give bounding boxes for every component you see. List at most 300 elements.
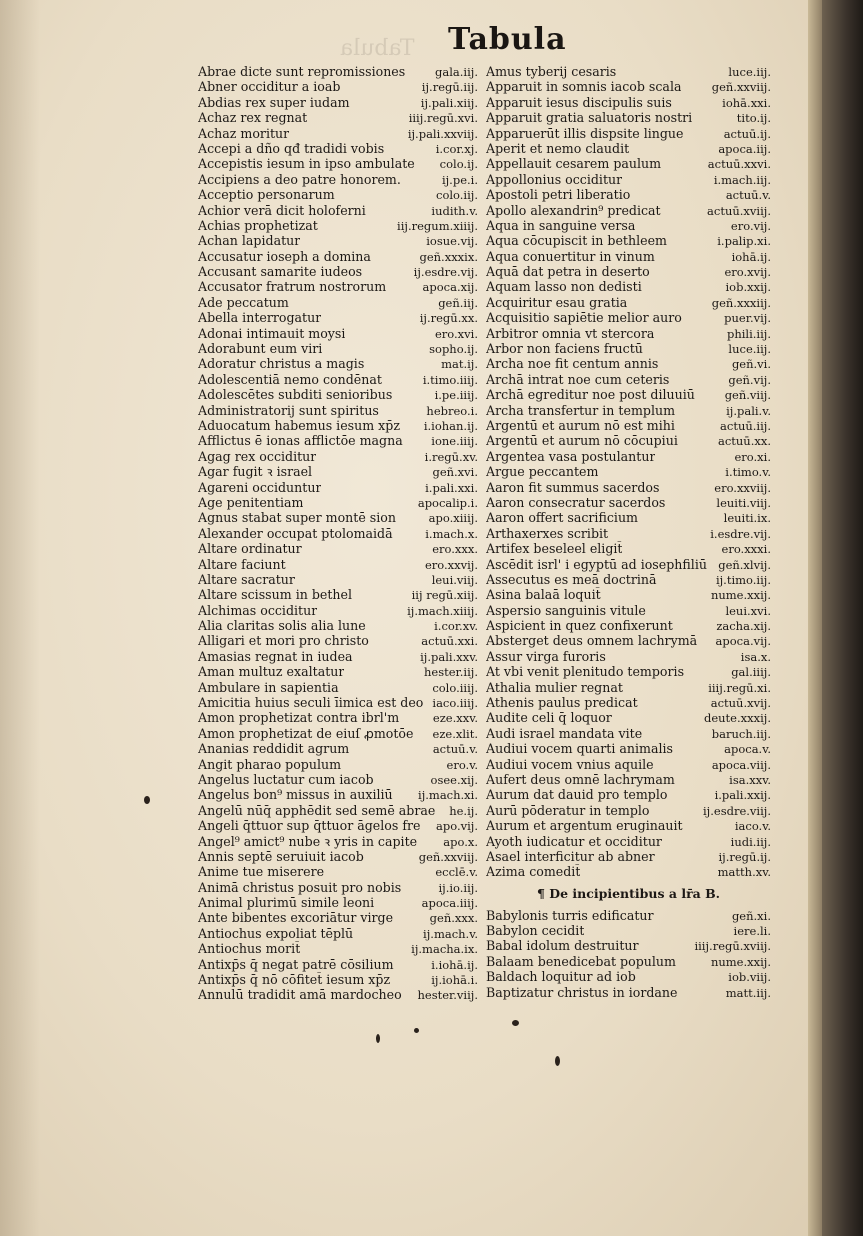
entry-text: Apparuit gratia saluatoris nostri [486,110,693,126]
index-entry [486,603,771,618]
index-entry [486,172,771,187]
entry-text: Aaron offert sacrificium [486,510,638,526]
entry-text: Achaz rex regnat [198,110,308,126]
entry-reference: ij.mach.xiiij. [407,603,478,618]
index-entry [198,172,478,187]
entry-reference: apoca.v. [724,742,771,757]
entry-text: Accepistis iesum in ipso ambulate [198,156,415,172]
entry-text: Artifex beseleel eligit̄ [486,541,623,557]
index-entry [198,741,478,756]
index-entry [486,79,771,94]
index-entry [198,941,478,956]
index-entry [486,557,771,572]
entry-text: Adolescētes subditi senioribus [198,387,393,403]
index-entry [198,818,478,833]
index-entry [486,741,771,756]
entry-text: Audiui vocem quarti animalis [486,741,673,757]
index-entry [198,126,478,141]
entry-reference: sopho.ij. [429,342,478,357]
entry-reference: iohā.xxi. [722,95,771,110]
index-entry [198,279,478,294]
index-entry [486,710,771,725]
entry-reference: iudith.v. [431,203,478,218]
index-entry [198,464,478,479]
entry-text: Apparuerūt illis dispsite lingue [486,125,684,141]
entry-reference: apoca.iij. [718,141,771,156]
entry-text: At vbi venit plenitudo temporis [486,664,685,680]
entry-text: Amon prophetizat contra ibrl'm [198,710,400,726]
entry-text: Animal plurimū simile leoni [198,895,375,911]
entry-text: Appellauit cesarem paulum [486,156,662,172]
entry-text: Aquam lasso non dedisti [486,279,642,295]
entry-reference: i.iohan.ij. [423,418,478,433]
entry-reference: i.iohā.ij. [431,957,478,972]
entry-text: Altare scissum in bethel [198,587,353,603]
entry-reference: iere.li. [733,924,771,939]
entry-reference: ij.pali.v. [726,403,771,418]
index-entry [198,203,478,218]
entry-reference: i.pali.xxi. [425,480,478,495]
entry-reference: ero.xxxi. [721,542,771,557]
index-entry [198,495,478,510]
index-entry [486,541,771,556]
entry-text: Aurum dat dauid pro templo [486,787,668,803]
index-entry [198,403,478,418]
entry-reference: colo.iiij. [432,680,478,695]
entry-text: Afflictus ē ionas afflictōe magna [198,433,403,449]
entry-reference: hester.iij. [423,665,478,680]
index-entry [198,572,478,587]
index-entry [198,633,478,648]
entry-reference: i.esdre.vij. [710,526,771,541]
index-entry [198,449,478,464]
index-entry [486,969,771,984]
entry-reference: ero.xxviij. [714,480,771,495]
index-entry [198,680,478,695]
index-entry [198,803,478,818]
index-entry [486,938,771,953]
index-entry [198,187,478,202]
entry-text: Alexander occupat ptolomaidā [198,525,393,541]
entry-reference: baruch.iij. [711,726,771,741]
entry-reference: ione.iiij. [431,434,478,449]
entry-text: Accusant samarite iudeos [198,264,363,280]
entry-text: Ascēdit isrl' i egyptū ad iosephfiliū [486,556,707,572]
entry-text: Aqua in sanguine versa [486,217,636,233]
entry-text: Adonai intimauit moysi [198,325,346,341]
index-entry [486,803,771,818]
entry-text: Argentea vasa postulantur [486,448,656,464]
entry-text: Angel⁹ amict⁹ nube ꝛ yris in capite [198,833,418,849]
entry-text: Aquā dat petra in deserto [486,264,650,280]
entry-reference: ij.pali.xxv. [420,649,478,664]
index-entry [486,449,771,464]
index-entry [486,249,771,264]
entry-text: Abdias rex super iudam [198,94,350,110]
index-entry [486,203,771,218]
index-entry [198,987,478,1002]
entry-reference: tito.ij. [736,111,771,126]
entry-reference: hester.viij. [417,988,478,1003]
entry-text: Ante bibentes excoriātur virge [198,910,394,926]
entry-reference: actuū.xxvi. [707,157,771,172]
index-entry [486,356,771,371]
entry-text: Aaron fit summus sacerdos [486,479,660,495]
entry-text: Angelū nūq̄ apphēdit sed semē abrae [198,802,436,818]
entry-text: Apparuit in somnis iacob scala [486,79,682,95]
entry-reference: apoca.xij. [422,280,478,295]
entry-text: Absterget deus omnem lachrymā [486,633,698,649]
index-entry [198,557,478,572]
entry-text: Accusatur ioseph a domina [198,248,371,264]
index-entry [198,710,478,725]
entry-reference: nume.xxij. [710,954,771,969]
entry-text: Apollo alexandrin⁹ predicat [486,202,661,218]
index-entry [486,572,771,587]
entry-text: Audi israel mandata vite [486,725,643,741]
left-index-column [198,64,478,1003]
index-entry [198,972,478,987]
right-index-column [486,64,771,1000]
entry-text: Baldach loquitur ad iob [486,969,636,985]
entry-reference: iaco.v. [734,819,771,834]
entry-reference: ij.io.iij. [438,880,478,895]
entry-text: Animā christus posuit pro nobis [198,879,402,895]
entry-reference: actuū.v. [432,742,478,757]
entry-text: Agareni occiduntur [198,479,322,495]
index-entry [198,541,478,556]
entry-reference: ij.pali.xxviij. [407,126,478,141]
entry-reference: apo.vij. [436,819,478,834]
entry-text: Archā egreditur noe post diluuiū [486,387,695,403]
entry-text: Aaron consecratur sacerdos [486,494,666,510]
entry-reference: geñ.viij. [724,388,771,403]
entry-reference: i.palip.xi. [717,234,771,249]
entry-text: Abella interrogatur [198,310,322,326]
index-entry [198,587,478,602]
ink-spot [376,1034,380,1043]
entry-text: Agnus stabat super montē sion [198,510,396,526]
index-entry [486,649,771,664]
ink-spot [555,1056,560,1066]
entry-text: Angelus luctatur cum iacob [198,771,374,787]
entry-reference: gala.iij. [435,65,478,79]
index-entry [486,218,771,233]
entry-reference: iob.viij. [728,970,771,985]
entry-text: Antiochus morit̄ [198,941,301,957]
entry-text: Aqua conuertitur in vinum [486,248,655,264]
index-entry [198,156,478,171]
entry-reference: geñ.xxviij. [711,80,771,95]
entry-reference: deute.xxxij. [703,711,771,726]
entry-text: Acquiritur esau gratia [486,294,628,310]
entry-reference: ij.timo.iij. [715,572,771,587]
entry-reference: luce.iij. [728,65,771,79]
entry-text: Aurū pōderatur in templo [486,802,650,818]
index-entry [198,695,478,710]
entry-text: Adolescentiā nemo condēnat [198,371,382,387]
index-entry [198,79,478,94]
index-entry [198,249,478,264]
index-entry [198,433,478,448]
index-entry [198,649,478,664]
entry-reference: eze.xxv. [432,711,478,726]
index-entry [198,526,478,541]
index-entry [486,923,771,938]
entry-text: Ayoth iudicatur et occiditur [486,833,662,849]
entry-reference: geñ.vij. [728,372,771,387]
entry-text: Arbor non faciens fructū [486,341,643,357]
index-entry [486,787,771,802]
index-entry [486,464,771,479]
entry-text: Angelus bon⁹ missus in auxiliū [198,787,393,803]
entry-reference: ero.xi. [734,449,771,464]
index-entry [486,864,771,879]
index-entry [486,64,771,79]
entry-text: Amasias regnat in iudea [198,648,353,664]
entry-reference: he.ij. [449,803,478,818]
entry-text: Accepi a dño qđ tradidi vobis [198,140,385,156]
entry-reference: ij.mach.xi. [418,788,478,803]
index-entry [486,587,771,602]
index-entry [198,618,478,633]
index-entry [486,618,771,633]
entry-text: Asael interficitur ab abner [486,848,655,864]
index-entry [486,310,771,325]
entry-reference: ij.regū.xx. [419,311,478,326]
entry-reference: ij.regū.iij. [421,80,478,95]
index-entry [198,834,478,849]
entry-reference: apoca.vij. [715,634,771,649]
entry-reference: eze.xlit. [432,726,478,741]
entry-text: Babylon cecidit [486,923,585,939]
entry-text: Athenis paulus predicat [486,695,638,711]
index-entry [486,633,771,648]
entry-reference: ij.iohā.i. [431,973,478,988]
entry-reference: i.mach.x. [425,526,478,541]
index-entry [198,603,478,618]
index-entry [198,218,478,233]
index-entry [486,818,771,833]
entry-text: Aspicient in quez confixerunt [486,618,673,634]
index-entry [198,418,478,433]
index-entry [198,772,478,787]
entry-reference: i.timo.v. [725,465,771,480]
entry-text: Antiochus expoliat tēplū [198,925,354,941]
entry-text: Amus tyberij cesaris [486,64,617,79]
entry-reference: ij.regū.ij. [718,849,771,864]
entry-reference: actuū.xviij. [707,203,771,218]
entry-text: Aurum et argentum eruginauit [486,818,683,834]
entry-text: Annis septē seruiuit iacob [198,848,364,864]
entry-reference: actuū.ij. [723,126,771,141]
entry-text: Acquisitio sapiētie melior auro [486,310,682,326]
entry-reference: apo.xiiij. [428,511,478,526]
index-entry [198,849,478,864]
ink-spot [512,1020,519,1026]
index-entry [486,495,771,510]
entry-text: Babylonis turris edificatur [486,907,654,923]
entry-reference: actuū.xx. [717,434,771,449]
entry-reference: ij.esdre.vij. [413,265,478,280]
index-entry [486,985,771,1000]
ink-spot [414,1028,419,1033]
entry-reference: iob.xxij. [725,280,771,295]
entry-reference: iij.regum.xiiij. [397,218,478,233]
entry-reference: iohā.ij. [731,249,771,264]
entry-text: Age penitentiam [198,494,304,510]
entry-text: Anime tue miserere [198,864,325,880]
entry-reference: luce.iij. [728,342,771,357]
index-entry [198,264,478,279]
index-entry [486,233,771,248]
entry-reference: iaco.iiij. [432,696,478,711]
entry-reference: leuiti.ix. [723,511,771,526]
entry-reference: colo.iij. [436,188,478,203]
entry-text: Ade peccatum [198,294,289,310]
index-entry [198,326,478,341]
index-entry [198,864,478,879]
entry-text: Argentū et aurum nō cōcupiui [486,433,678,449]
index-entry [486,772,771,787]
entry-text: Argentū et aurum nō est mihi [486,417,675,433]
entry-reference: actuū.xvij. [710,696,771,711]
index-entry [198,757,478,772]
index-entry [486,156,771,171]
entry-text: Agag rex occiditur [198,448,317,464]
entry-text: Antixp̄s q̄ negat patrē cōsilium [198,956,394,972]
entry-reference: iiij.regū.xviij. [694,939,771,954]
page-title: Tabula [448,22,567,57]
entry-text: Altare sacratur [198,571,295,587]
entry-text: Audite celi q̄ loquor [486,710,612,726]
index-entry [486,954,771,969]
index-entry [486,480,771,495]
entry-reference: i.mach.iij. [713,172,771,187]
entry-text: Altare ordinatur [198,541,302,557]
entry-text: Ananias reddidit agrum [198,741,350,757]
entry-text: Acceptio personarum [198,187,335,203]
entry-reference: ecclē.v. [435,865,478,880]
entry-reference: geñ.xi. [731,908,771,923]
entry-reference: ero.xxvij. [424,557,478,572]
entry-text: Altare faciunt [198,556,286,572]
entry-text: Alchimas occiditur [198,602,318,618]
entry-text: Amon prophetizat de eiuſ ꝓmotōe [198,725,414,741]
index-entry [198,726,478,741]
entry-reference: actuū.iij. [720,418,771,433]
entry-reference: i.cor.xv. [434,619,478,634]
entry-text: Baptizatur christus in iordane [486,984,678,1000]
bleed-through-text: Tabula [340,36,415,61]
index-entry [198,910,478,925]
entry-reference: osee.xij. [430,772,478,787]
index-entry [486,110,771,125]
entry-reference: leuiti.viij. [716,495,771,510]
entry-text: Aperit et nemo claudit [486,140,630,156]
entry-text: Assecutus es meā doctrinā [486,571,657,587]
entry-text: Athalia mulier regnat [486,679,623,695]
entry-text: Audiui vocem vnius aquile [486,756,654,772]
entry-reference: iudi.iij. [730,834,771,849]
entry-reference: ero.xvij. [724,265,771,280]
index-entry [198,880,478,895]
index-entry [198,295,478,310]
entry-text: Ambulare in sapientia [198,679,339,695]
entry-reference: apocalip.i. [417,495,478,510]
entry-text: Balaam benedicebat populum [486,953,676,969]
entry-reference: i.regū.xv. [424,449,478,464]
section-heading: ¶ De incipientibus a lr̄a B. [536,885,721,901]
entry-text: Arbitror omnia vt stercora [486,325,655,341]
index-entry [486,680,771,695]
entry-text: Archa transfertur in templum [486,402,676,418]
index-entry [486,264,771,279]
index-entry [486,726,771,741]
entry-text: Aqua cōcupiscit in bethleem [486,233,667,249]
entry-reference: nume.xxij. [710,588,771,603]
entry-reference: i.cor.xj. [435,141,478,156]
entry-text: Archā intrat noe cum ceteris [486,371,670,387]
entry-reference: apoca.viij. [711,757,771,772]
index-entry [486,418,771,433]
entry-reference: iiij.regū.xi. [708,680,771,695]
entry-reference: actuū.xxi. [421,634,478,649]
entry-reference: ij.macha.ix. [411,942,478,957]
entry-reference: puer.vij. [724,311,771,326]
index-entry [486,187,771,202]
index-entry [486,510,771,525]
entry-text: Azima comedit̄ [486,864,581,880]
entry-text: Angeli q̄ttuor sup q̄ttuor āgelos fre [198,818,421,834]
entry-reference: ij.pe.i. [441,172,478,187]
index-entry [198,310,478,325]
entry-reference: apo.x. [443,834,478,849]
index-entry [198,387,478,402]
entry-text: Annulū tradidit amā mardocheo [198,987,402,1003]
index-entry [198,141,478,156]
entry-text: Aspersio sanguinis vitule [486,602,646,618]
entry-reference: apoca.iiij. [421,896,478,911]
entry-text: Adoratur christus a magis [198,356,365,372]
index-entry [198,110,478,125]
index-entry [486,834,771,849]
index-entry [486,403,771,418]
index-entry [198,341,478,356]
index-entry [486,849,771,864]
entry-reference: isa.x. [740,649,771,664]
index-entry [486,95,771,110]
entry-text: Appollonius occiditur [486,171,623,187]
entry-reference: leui.xvi. [725,603,771,618]
entry-reference: geñ.xlvij. [718,557,771,572]
entry-reference: iosue.vij. [426,234,478,249]
entry-reference: geñ.vi. [731,357,771,372]
facing-page-edge [822,0,863,1236]
index-entry [486,326,771,341]
entry-text: Achaz moritur [198,125,290,141]
index-entry [198,233,478,248]
page-gutter-shadow [0,0,40,1236]
index-entry [198,95,478,110]
entry-text: Aman multuz exaltatur [198,664,345,680]
index-entry [198,510,478,525]
index-entry [486,341,771,356]
entry-reference: matth.xv. [717,865,771,880]
entry-reference: i.pe.iiij. [434,388,478,403]
entry-text: Antixp̄s q̄ nō cōfitet̄ iesum xp̄z [198,972,391,988]
entry-reference: leui.viij. [431,572,478,587]
